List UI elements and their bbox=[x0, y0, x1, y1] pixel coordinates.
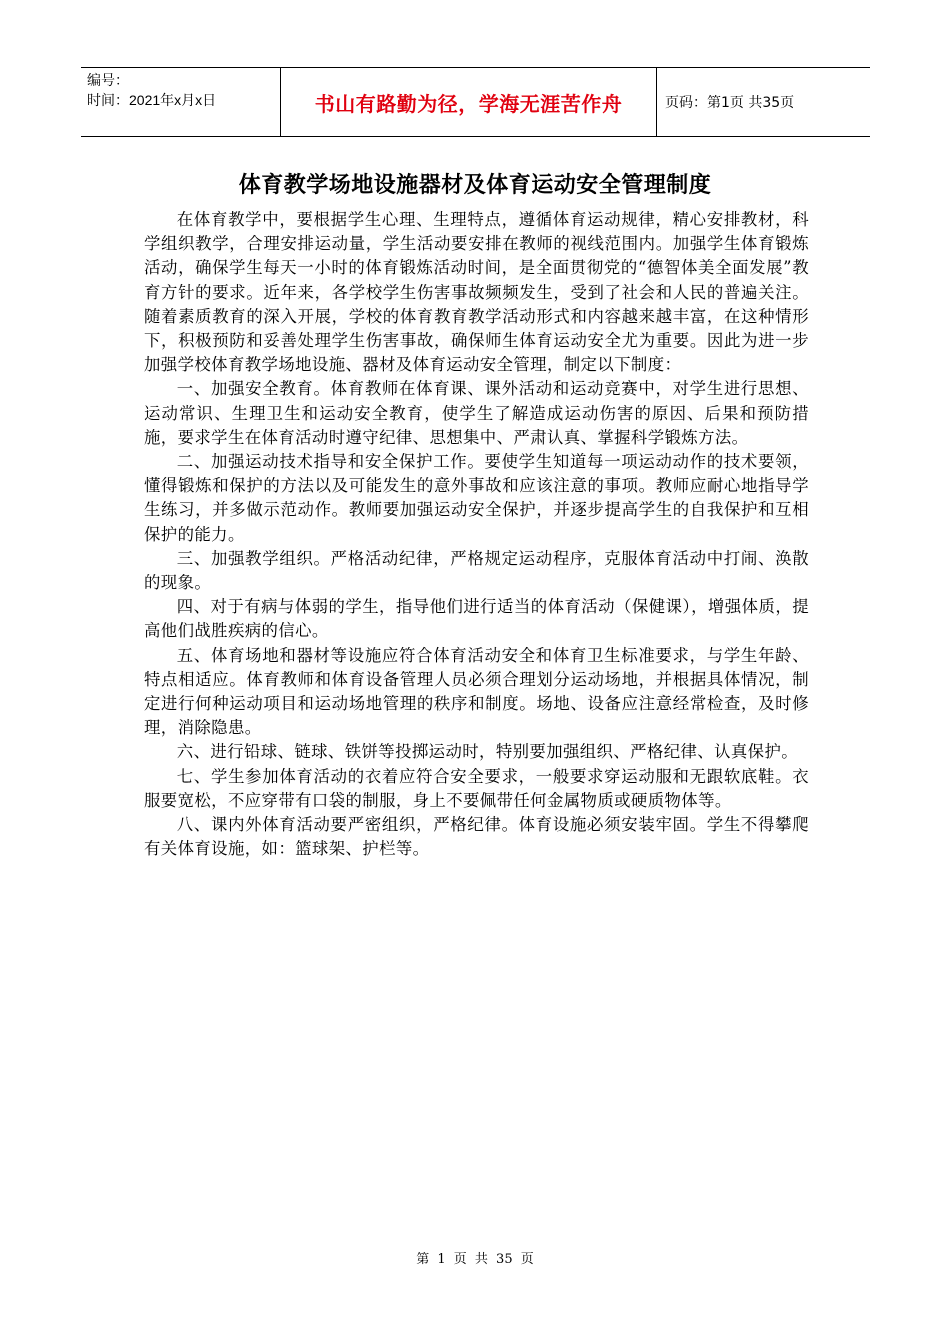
document-number-label: 编号： bbox=[87, 72, 129, 88]
paragraph-rule-2: 二、加强运动技术指导和安全保护工作。要使学生知道每一项运动动作的技术要领，懂得锻炼和保护的方法以及可能发生的意外事故和应该注意的事项。教师应耐心地指导学生练习，并多做示范动作。教师要加强运动安全保护，并逐步提高学生的自我保护和互相保护的能力。 bbox=[144, 452, 809, 544]
paragraph-rule-8: 八、课内外体育活动要严密组织，严格纪律。体育设施必须安装牢固。学生不得攀爬有关体育设施，如：篮球架、护栏等。 bbox=[144, 815, 809, 859]
paragraph-rule-6: 六、进行铅球、链球、铁饼等投掷运动时，特别要加强组织、严格纪律、认真保护。 bbox=[176, 742, 799, 762]
page-footer: 第 1 页 共 35 页 bbox=[416, 1252, 534, 1267]
document-body bbox=[144, 208, 809, 861]
page-header bbox=[81, 67, 870, 137]
header-page-cell bbox=[657, 68, 870, 136]
paragraph-intro: 在体育教学中，要根据学生心理、生理特点，遵循体育运动规律，精心安排教材，科学组织教学，合理安排运动量，学生活动要安排在教师的视线范围内。加强学生体育锻炼活动，确保学生每天一小时的体育锻炼活动时间，是全面贯彻党的“德智体美全面发展”教育方针的要求。近年来，各学校学生伤害事故频频发生，受到了社会和人民的普遍关注。随着素质教育的深入开展，学校的体育教育教学活动形式和内容越来越丰富，在这种情形下，积极预防和妥善处理学生伤害事故，确保师生体育运动安全尤为重要。因此为进一步加强学校体育教学场地设施、器材及体育运动安全管理，制定以下制度： bbox=[144, 210, 809, 375]
document-title: 体育教学场地设施器材及体育运动安全管理制度 bbox=[238, 173, 712, 198]
paragraph-rule-5: 五、体育场地和器材等设施应符合体育活动安全和体育卫生标准要求，与学生年龄、特点相适应。体育教师和体育设备管理人员必须合理划分运动场地，并根据具体情况，制定进行何种运动项目和运动场地管理的秩序和制度。场地、设备应注意经常检查，及时修理，消除隐患。 bbox=[144, 645, 809, 738]
paragraph-rule-1: 一、加强安全教育。体育教师在体育课、课外活动和运动竞赛中，对学生进行思想、运动常识、生理卫生和运动安全教育，使学生了解造成运动伤害的原因、后果和预防措施，要求学生在体育活动时遵守纪律、思想集中、严肃认真、掌握科学锻炼方法。 bbox=[144, 379, 809, 447]
header-motto: 书山有路勤为径，学海无涯苦作舟 bbox=[314, 91, 623, 116]
header-page-info: 页码：第1页 共35页 bbox=[665, 95, 795, 111]
document-date: 时间：2021年x月x日 bbox=[87, 92, 217, 108]
header-motto-cell bbox=[281, 68, 657, 136]
paragraph-rule-3: 三、加强教学组织。严格活动纪律，严格规定运动程序，克服体育活动中打闹、涣散的现象。 bbox=[144, 548, 809, 593]
header-meta-cell bbox=[81, 68, 281, 136]
paragraph-rule-7: 七、学生参加体育活动的衣着应符合安全要求，一般要求穿运动服和无跟软底鞋。衣服要宽松，不应穿带有口袋的制服，身上不要佩带任何金属物质或硬质物体等。 bbox=[144, 766, 809, 810]
paragraph-rule-4: 四、对于有病与体弱的学生，指导他们进行适当的体育活动（保健课），增强体质，提高他们战胜疾病的信心。 bbox=[144, 597, 809, 641]
